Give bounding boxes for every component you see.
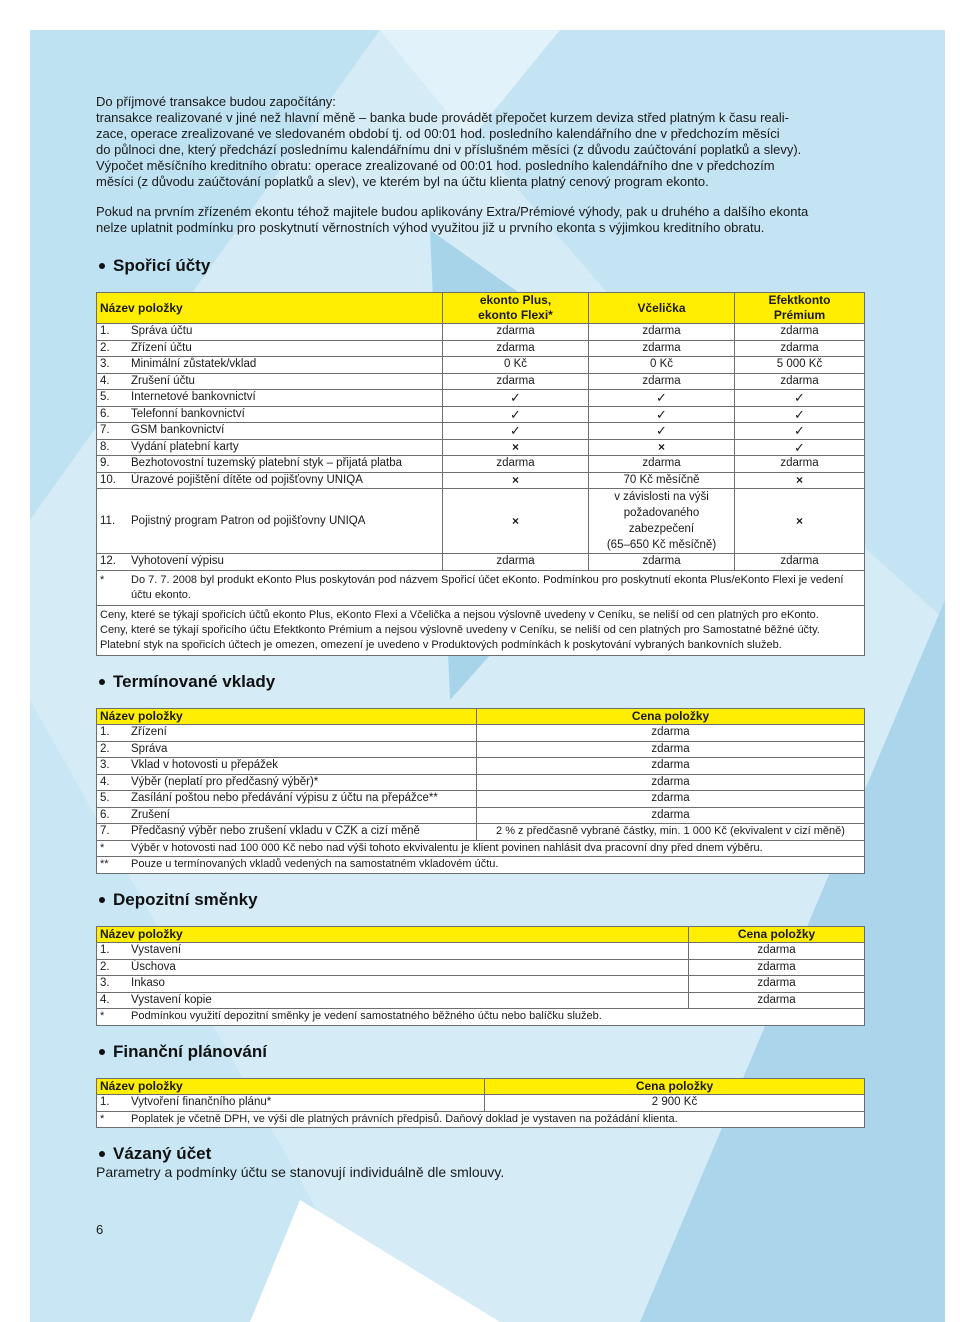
intro-line: zace, operace zrealizované ve sledovaném období tj. od 00:01 hod. posledního kalendářního dne v předchozím měsíci	[96, 126, 780, 141]
table-row: 5. Zasílání poštou nebo předávání výpisu z účtu na přepážce** zdarma	[97, 791, 865, 808]
section-title: Termínované vklady	[113, 671, 276, 691]
escrow-text: Parametry a podmínky účtu se stanovují individuálně dle smlouvy.	[96, 1164, 505, 1180]
cross-icon: ×	[443, 439, 589, 456]
footnote-row: * Výběr v hotovosti nad 100 000 Kč nebo nad výši tohoto ekvivalentu je klient povinen nahlásit dva pracovní dny před dnem výběru.	[97, 840, 865, 857]
table-row: 3. Vklad v hotovosti u přepážek zdarma	[97, 758, 865, 775]
note-line: Ceny, které se týkají spořicího účtu Efektkonto Prémium a nejsou výslovně uvedeny v Ceníku, se neliší od cen platných pro Samostatné běžné účty.	[100, 623, 820, 636]
header-price: Cena položky	[485, 1078, 865, 1095]
bullet-icon	[99, 1151, 105, 1157]
deposit-notes-table	[96, 926, 865, 1026]
table-row: 11. Pojistný program Patron od pojišťovny UNIQA × v závislosti na výši požadovaného zabezpečení (65–650 Kč měsíčně) ×	[97, 489, 865, 554]
savings-table	[96, 292, 865, 656]
section-heading-sporici	[96, 256, 864, 276]
cross-icon: ×	[443, 489, 589, 554]
table-row: 12. Vyhotovení výpisu zdarma zdarma zdarma	[97, 554, 865, 571]
header-price: Cena položky	[477, 708, 865, 725]
table-header-row	[97, 926, 865, 943]
table-row: 4. Výběr (neplatí pro předčasný výběr)* zdarma	[97, 774, 865, 791]
header-name: Název položky	[97, 293, 443, 324]
table-header-row	[97, 293, 865, 324]
check-icon: ✓	[443, 423, 589, 440]
footnote-row: * Podmínkou využití depozitní směnky je vedení samostatného běžného účtu nebo balíčku služeb.	[97, 1009, 865, 1026]
header-col-efektkonto: Efektkonto Prémium	[735, 293, 865, 324]
note-line: Ceny, které se týkají spořicích účtů ekonto Plus, eKonto Flexi a Včelička a nejsou výslovně uvedeny v Ceníku, se neliší od cen platných pro eKonto.	[100, 608, 819, 621]
footnote-row: * Poplatek je včetně DPH, ve výši dle platných právních předpisů. Daňový doklad je vystaven na požádání klienta.	[97, 1111, 865, 1128]
section-title: Vázaný účet	[113, 1144, 212, 1163]
section-title: Finanční plánování	[113, 1041, 267, 1061]
bullet-icon	[99, 897, 105, 903]
check-icon: ✓	[589, 406, 735, 423]
page-content	[96, 94, 864, 1180]
bullet-icon	[99, 679, 105, 685]
cross-icon: ×	[735, 472, 865, 489]
check-icon: ✓	[443, 406, 589, 423]
check-icon: ✓	[735, 390, 865, 407]
section-heading-financni	[96, 1042, 864, 1062]
table-row: 3. Inkaso zdarma	[97, 976, 865, 993]
financial-planning-table	[96, 1078, 865, 1129]
notes-row	[97, 605, 865, 655]
table-row: 1. Správa účtu zdarma zdarma zdarma	[97, 324, 865, 341]
intro-line: Výpočet měsíčního kreditního obratu: operace zrealizované od 00:01 hod. posledního kalendářního dne v předchozím	[96, 158, 775, 173]
intro-paragraph	[96, 94, 864, 190]
loyalty-line: Pokud na prvním zřízeném ekontu téhož majitele budou aplikovány Extra/Prémiové výhody, pak u druhého a dalšího ekonta	[96, 204, 809, 219]
header-price: Cena položky	[689, 926, 865, 943]
bullet-icon	[99, 263, 105, 269]
check-icon: ✓	[443, 390, 589, 407]
section-heading-terminovane	[96, 672, 864, 692]
cross-icon: ×	[735, 489, 865, 554]
footnote-row: * Do 7. 7. 2008 byl produkt eKonto Plus poskytován pod názvem Spořicí účet eKonto. Podmínkou pro poskytnutí ekonta Plus/eKonto Flexi je vedení účtu ekonto.	[97, 570, 865, 605]
check-icon: ✓	[735, 406, 865, 423]
note-line: Platební styk na spořicích účtech je omezen, omezení je uvedeno v Produktových podmínkách k poskytování vybraných bankovních služeb.	[100, 638, 782, 651]
footnote-row: ** Pouze u termínovaných vkladů vedených na samostatném vkladovém účtu.	[97, 857, 865, 874]
check-icon: ✓	[735, 439, 865, 456]
table-row: 2. Úschova zdarma	[97, 959, 865, 976]
table-row: 9. Bezhotovostní tuzemský platební styk – přijatá platba zdarma zdarma zdarma	[97, 456, 865, 473]
intro-line: do půlnoci dne, který předchází poslednímu kalendářnímu dni v příslušném měsíci (z důvodu zaúčtování poplatků a slevy).	[96, 142, 802, 157]
table-row: 4. Zrušení účtu zdarma zdarma zdarma	[97, 373, 865, 390]
table-row: 7. Předčasný výběr nebo zrušení vkladu v CZK a cizí měně 2 % z předčasně vybrané částky, min. 1 000 Kč (ekvivalent v cizí měně)	[97, 824, 865, 841]
table-row: 2. Zřízení účtu zdarma zdarma zdarma	[97, 340, 865, 357]
table-row: 2. Správa zdarma	[97, 741, 865, 758]
table-header-row	[97, 1078, 865, 1095]
intro-line: Do příjmové transakce budou započítány:	[96, 94, 336, 109]
bullet-icon	[99, 1049, 105, 1055]
table-row: 1. Vytvoření finančního plánu* 2 900 Kč	[97, 1095, 865, 1112]
check-icon: ✓	[589, 423, 735, 440]
table-header-row	[97, 708, 865, 725]
header-name: Název položky	[97, 708, 477, 725]
loyalty-line: nelze uplatnit podmínku pro poskytnutí věrnostních výhod využitou již u prvního ekonta s výjimkou kreditního obratu.	[96, 220, 765, 235]
section-title: Depozitní směnky	[113, 889, 258, 909]
table-row: 7. GSM bankovnictví ✓ ✓ ✓	[97, 423, 865, 440]
page-number: 6	[96, 1222, 104, 1237]
table-row: 6. Zrušení zdarma	[97, 807, 865, 824]
patron-price-cell: v závislosti na výši požadovaného zabezpečení (65–650 Kč měsíčně)	[589, 489, 735, 554]
table-row: 6. Telefonní bankovnictví ✓ ✓ ✓	[97, 406, 865, 423]
table-row: 5. Internetové bankovnictví ✓ ✓ ✓	[97, 390, 865, 407]
intro-line: transakce realizované v jiné než hlavní měně – banka bude provádět přepočet kurzem deviza střed platným k času reali-	[96, 110, 789, 125]
intro-line: měsíci (z důvodu zaúčtování poplatků a slev), ve kterém byl na účtu klienta platný cenový program ekonto.	[96, 174, 709, 189]
section-heading-vazany	[96, 1144, 864, 1164]
term-deposits-table	[96, 708, 865, 874]
table-row: 1. Zřízení zdarma	[97, 725, 865, 742]
check-icon: ✓	[735, 423, 865, 440]
cross-icon: ×	[443, 472, 589, 489]
table-row: 3. Minimální zůstatek/vklad 0 Kč 0 Kč 5 000 Kč	[97, 357, 865, 374]
table-row: 1. Vystavení zdarma	[97, 943, 865, 960]
cross-icon: ×	[589, 439, 735, 456]
header-col-vcelicka: Včelička	[589, 293, 735, 324]
check-icon: ✓	[589, 390, 735, 407]
table-row: 10. Úrazové pojištění dítěte od pojišťovny UNIQA × 70 Kč měsíčně ×	[97, 472, 865, 489]
header-name: Název položky	[97, 926, 689, 943]
header-col-ekonto: ekonto Plus, ekonto Flexi*	[443, 293, 589, 324]
loyalty-paragraph	[96, 204, 864, 236]
section-heading-depozitni	[96, 890, 864, 910]
table-row: 8. Vydání platební karty × × ✓	[97, 439, 865, 456]
table-row: 4. Vystavení kopie zdarma	[97, 992, 865, 1009]
header-name: Název položky	[97, 1078, 485, 1095]
section-title: Spořicí účty	[113, 256, 211, 275]
